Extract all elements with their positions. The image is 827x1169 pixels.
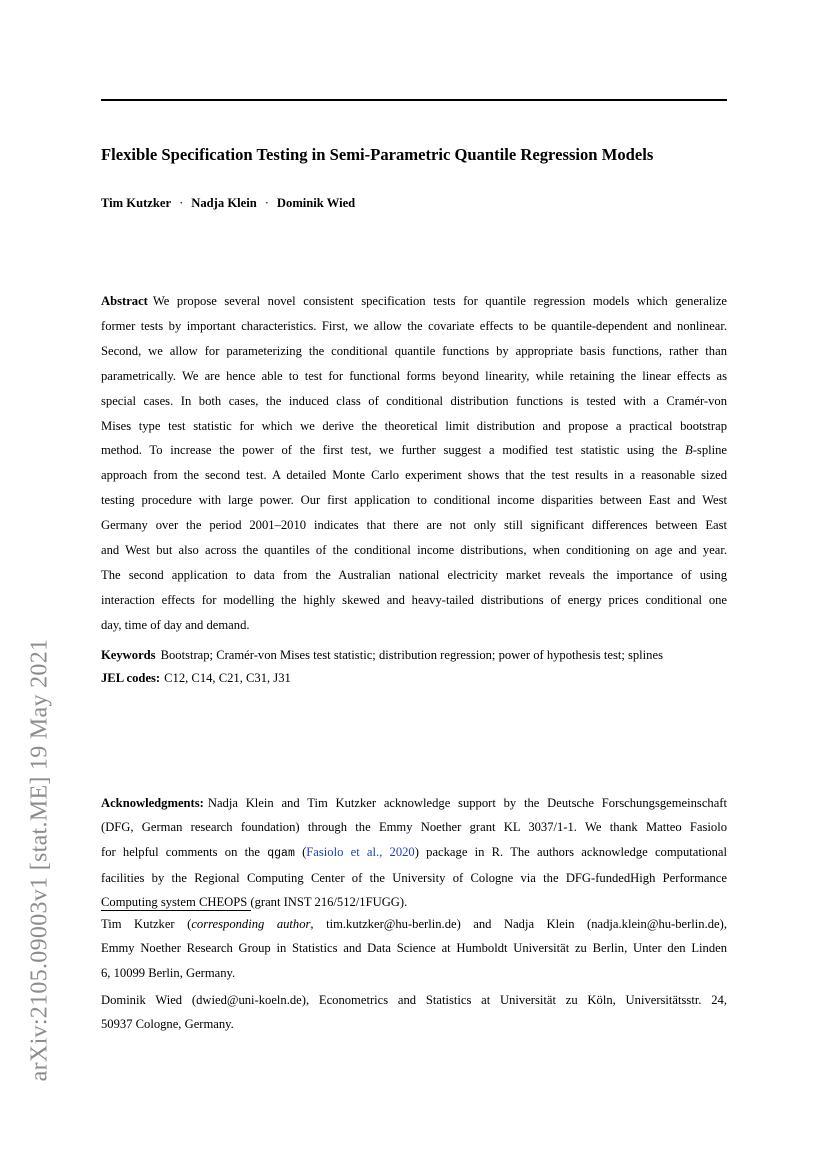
paper-title: Flexible Specification Testing in Semi-Parametric Quantile Regression Models	[101, 145, 654, 164]
abstract-line: The second application to data from the Australian national electricity market reveals the importance of using	[101, 567, 727, 582]
abstract-line	[101, 289, 727, 314]
footnote-line	[101, 912, 727, 936]
ack-line	[101, 840, 727, 866]
footnote-text: , tim.kutzker@hu-berlin.de) and Nadja Klein (nadja.klein@hu-berlin.de),	[310, 917, 727, 931]
ack-line	[101, 791, 727, 815]
author-separator: ·	[264, 196, 269, 210]
author-name: Tim Kutzker	[101, 196, 172, 210]
ack-line: (DFG, German research foundation) through the Emmy Noether grant KL 3037/1-1. We thank Matteo Fasiolo	[101, 820, 727, 835]
jel-codes	[101, 671, 291, 686]
ack-text: (	[302, 844, 307, 859]
abstract-line: testing procedure with large power. Our first application to conditional income disparities between East and West	[101, 493, 727, 508]
top-rule	[101, 99, 727, 101]
abstract-line: special cases. In both cases, the induced class of conditional distribution functions is tested with a Cramér-von	[101, 393, 727, 408]
keywords	[101, 648, 663, 663]
ack-line: Computing system CHEOPS (grant INST 216/512/1FUGG).	[101, 895, 408, 910]
abstract-line: Mises type test statistic for which we derive the theoretical limit distribution and propose a practical bootstrap	[101, 418, 727, 433]
abstract-line: parametrically. We are hence able to test for functional forms beyond linearity, while retaining the linear effects as	[101, 368, 727, 383]
ack-label: Acknowledgments:	[101, 796, 204, 810]
abstract-line: and West but also across the quantiles of the conditional income distributions, when conditioning on age and year.	[101, 543, 727, 558]
ack-line: facilities by the Regional Computing Center of the University of Cologne via the DFG-fundedHigh Performance	[101, 870, 727, 885]
abstract	[101, 289, 727, 638]
jel-label: JEL codes:	[101, 671, 161, 685]
arxiv-sidebar	[20, 350, 60, 1082]
keywords-text: Bootstrap; Cramér-von Mises test statistic; distribution regression; power of hypothesis test; splines	[160, 648, 663, 662]
ack-text: Nadja Klein and Tim Kutzker acknowledge support by the Deutsche Forschungsgemeinschaft	[207, 796, 727, 810]
footnote-line: Emmy Noether Research Group in Statistics and Data Science at Humboldt Universität zu Berlin, Unter den Linden	[101, 941, 727, 956]
abstract-line: method. To increase the power of the first test, we further suggest a modified test statistic using the B-spline	[101, 443, 727, 458]
abstract-line: interaction effects for modelling the highly skewed and heavy-tailed distributions of energy prices conditional one	[101, 592, 727, 607]
abstract-line: Second, we allow for parameterizing the conditional quantile functions by appropriate basis functions, rather than	[101, 343, 727, 358]
author-list	[101, 196, 355, 211]
abstract-line: approach from the second test. A detailed Monte Carlo experiment shows that the test results in a reasonable sized	[101, 468, 727, 483]
jel-text: C12, C14, C21, C31, J31	[164, 671, 291, 685]
acknowledgments	[101, 791, 727, 914]
package-name: qgam	[267, 846, 295, 860]
footnote-rule	[101, 910, 251, 911]
abstract-line: former tests by important characteristics. First, we allow the covariate effects to be quantile-dependent and nonlinear.	[101, 318, 727, 333]
arxiv-identifier: arXiv:2105.09003v1 [stat.ME] 19 May 2021	[26, 638, 53, 1082]
footnotes	[101, 912, 727, 1036]
author-name: Dominik Wied	[276, 196, 356, 210]
author-separator: ·	[179, 196, 184, 210]
footnote-role: corresponding author	[191, 917, 311, 931]
footnote-line: 6, 10099 Berlin, Germany.	[101, 965, 236, 980]
ack-text: for helpful comments on the	[101, 844, 261, 859]
ack-text: ) package in R. The authors acknowledge computational	[414, 844, 728, 859]
abstract-line: day, time of day and demand.	[101, 617, 250, 632]
footnote-text: Tim Kutzker (	[101, 917, 192, 931]
footnote-line: 50937 Cologne, Germany.	[101, 1017, 234, 1032]
footnote-line: Dominik Wied (dwied@uni-koeln.de), Econometrics and Statistics at Universität zu Köln, Universitätsstr. 24,	[101, 992, 727, 1007]
abstract-line: Germany over the period 2001–2010 indicates that there are not only still significant differences between East	[101, 518, 727, 533]
author-name: Nadja Klein	[191, 196, 257, 210]
abstract-label: Abstract	[101, 294, 148, 308]
keywords-label: Keywords	[101, 648, 156, 662]
abstract-text: We propose several novel consistent specification tests for quantile regression models which generalize	[152, 294, 727, 308]
citation-link[interactable]: Fasiolo et al., 2020	[306, 844, 415, 859]
